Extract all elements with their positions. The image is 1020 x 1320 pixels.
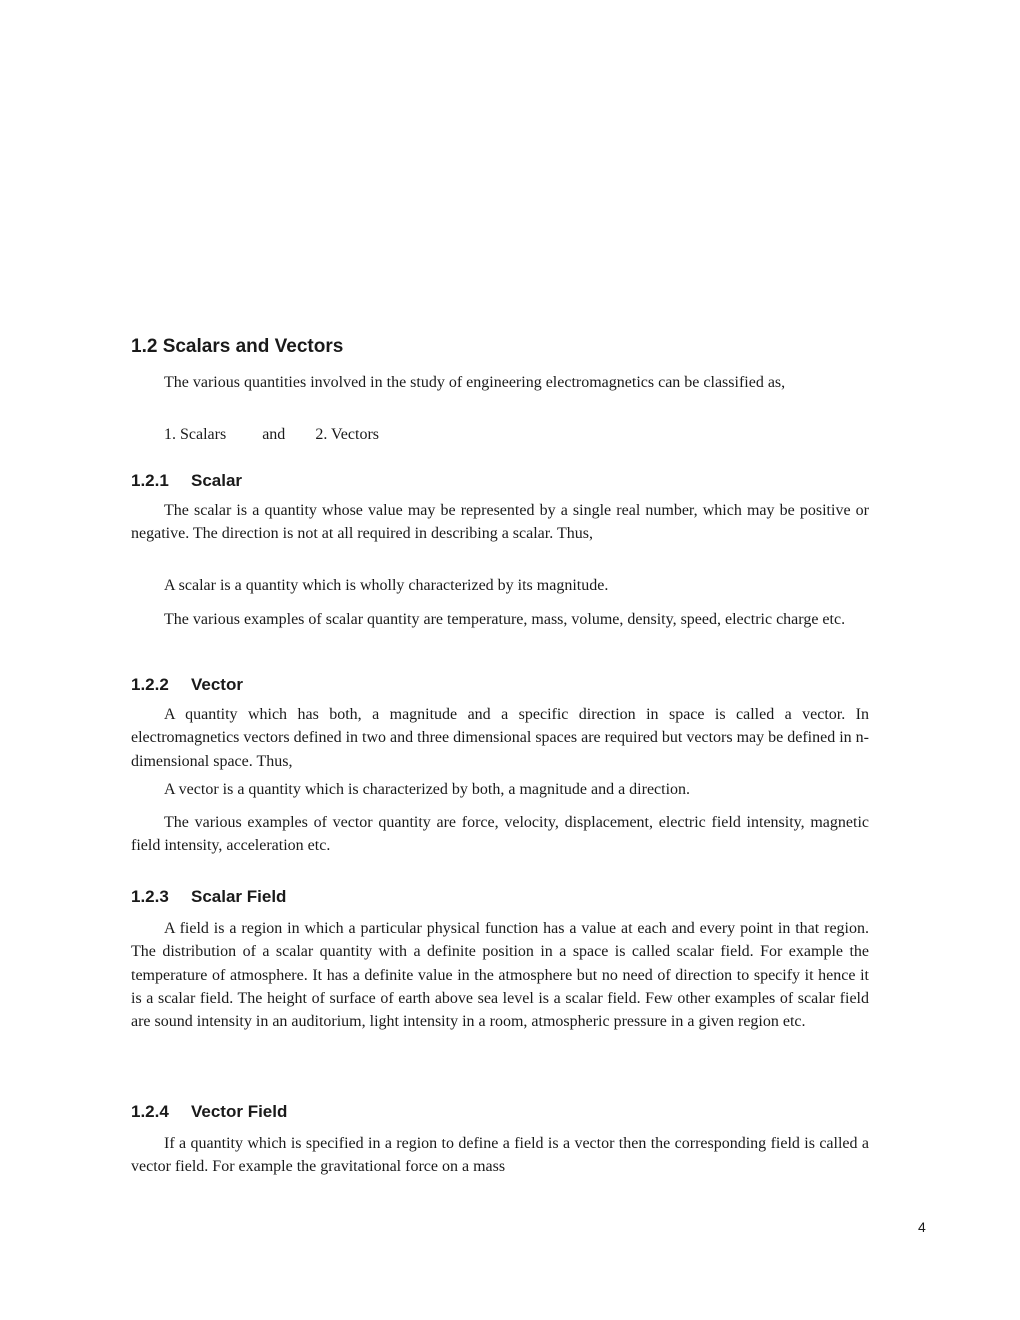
page-number: 4 — [918, 1219, 926, 1235]
vector-heading-title: Vector — [191, 675, 243, 694]
vector-heading — [131, 675, 243, 695]
scalar-heading-number: 1.2.1 — [131, 471, 169, 490]
scalar-field-paragraph: A field is a region in which a particular physical function has a value at each and every point in that region. The distribution of a scalar quantity with a definite position in a space is called scalar field. For example the temperature of atmosphere. It has a definite value in the atmosphere but no need of direction to specify it hence it is a scalar field. The height of surface of earth above sea level is a scalar field. Few other examples of scalar field are sound intensity in an auditorium, light intensity in a room, atmospheric pressure in a given region etc. — [131, 920, 869, 1031]
list-item-scalars: 1. Scalars — [164, 426, 227, 443]
list-connector: and — [262, 426, 286, 443]
vector-heading-number: 1.2.2 — [131, 675, 169, 694]
scalar-field-heading-title: Scalar Field — [191, 887, 287, 906]
vector-paragraph-1: A quantity which has both, a magnitude and a specific direction in space is called a vector. In electromagnetics vectors defined in two and three dimensional spaces are required but vectors may be defined in n-dimensional space. Thus, — [131, 706, 869, 770]
scalar-paragraph-2: The various examples of scalar quantity are temperature, mass, volume, density, speed, electric charge etc. — [164, 611, 846, 628]
scalar-heading-title: Scalar — [191, 471, 243, 490]
vector-field-paragraph: If a quantity which is specified in a region to define a field is a vector then the corresponding field is called a vector field. For example the gravitational force on a mass — [131, 1135, 869, 1176]
scalar-paragraph-1: The scalar is a quantity whose value may be represented by a single real number, which may be positive or negative. The direction is not at all required in describing a scalar. Thus, — [131, 502, 869, 543]
list-item-vectors: 2. Vectors — [315, 426, 380, 443]
section-intro: The various quantities involved in the study of engineering electromagnetics can be classified as, — [164, 374, 786, 391]
vector-field-heading — [131, 1102, 287, 1122]
scalar-definition: A scalar is a quantity which is wholly characterized by its magnitude. — [164, 577, 609, 594]
vector-definition: A vector is a quantity which is characterized by both, a magnitude and a direction. — [164, 781, 691, 798]
vector-field-heading-title: Vector Field — [191, 1102, 288, 1121]
vector-field-heading-number: 1.2.4 — [131, 1102, 169, 1121]
scalar-field-heading — [131, 887, 286, 907]
scalar-heading — [131, 471, 242, 491]
vector-paragraph-2: The various examples of vector quantity are force, velocity, displacement, electric field intensity, magnetic field intensity, acceleration etc. — [131, 814, 869, 855]
section-heading: 1.2 Scalars and Vectors — [131, 336, 344, 357]
classification-list — [164, 426, 379, 444]
scalar-field-heading-number: 1.2.3 — [131, 887, 169, 906]
